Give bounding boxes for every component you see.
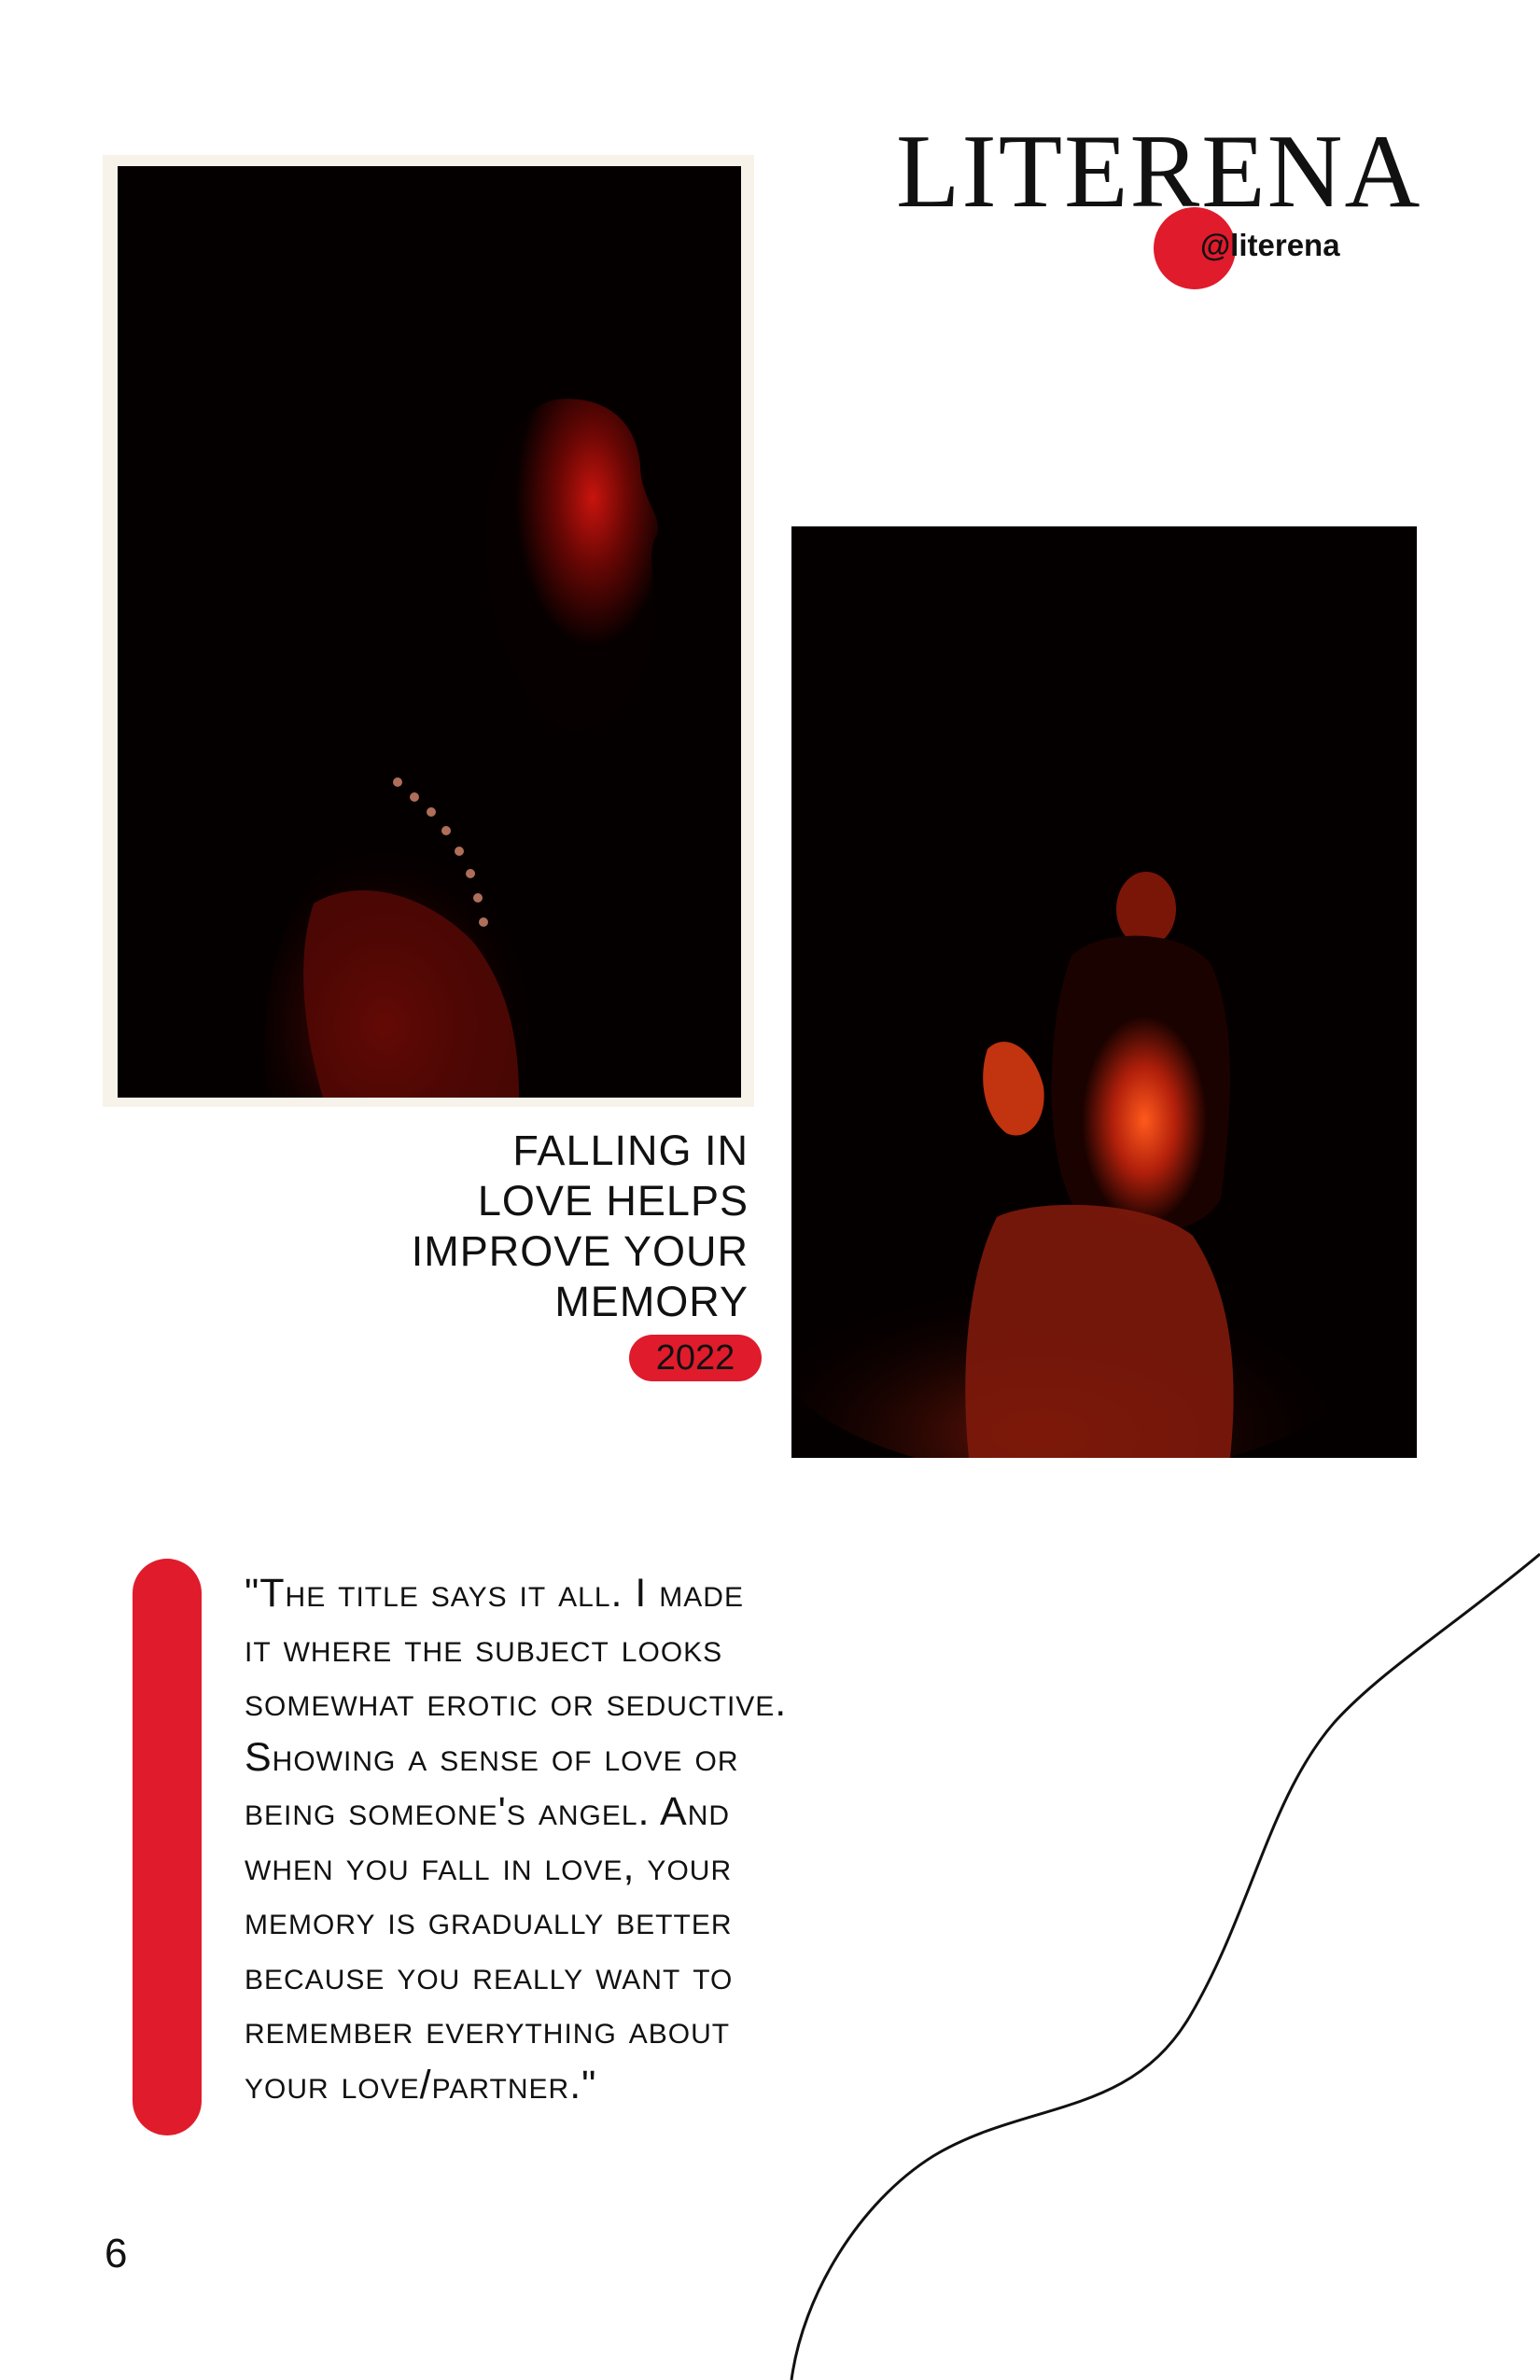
photo-caption xyxy=(280,1126,749,1327)
caption-line: LOVE HELPS xyxy=(477,1177,749,1225)
social-handle: @literena xyxy=(1200,228,1340,262)
brand-logo: LITERENA xyxy=(896,114,1422,230)
caption-line: MEMORY xyxy=(554,1278,749,1325)
caption-line: FALLING IN xyxy=(512,1127,749,1174)
seated-figure-photo xyxy=(791,526,1417,1458)
portrait-profile-photo xyxy=(118,166,741,1098)
caption-line: IMPROVE YOUR xyxy=(411,1227,749,1275)
quote-accent-bar xyxy=(133,1559,202,2135)
quote-text: "The title says it all. I made it where the subject looks somewhat erotic or seductive. Showing a sense of love or being someone's angel. And when you fall in love, your memory is gradually better because you really want to remember everything about your love/partner." xyxy=(245,1571,788,2107)
page-number: 6 xyxy=(105,2231,128,2276)
year-badge: 2022 xyxy=(629,1335,762,1381)
